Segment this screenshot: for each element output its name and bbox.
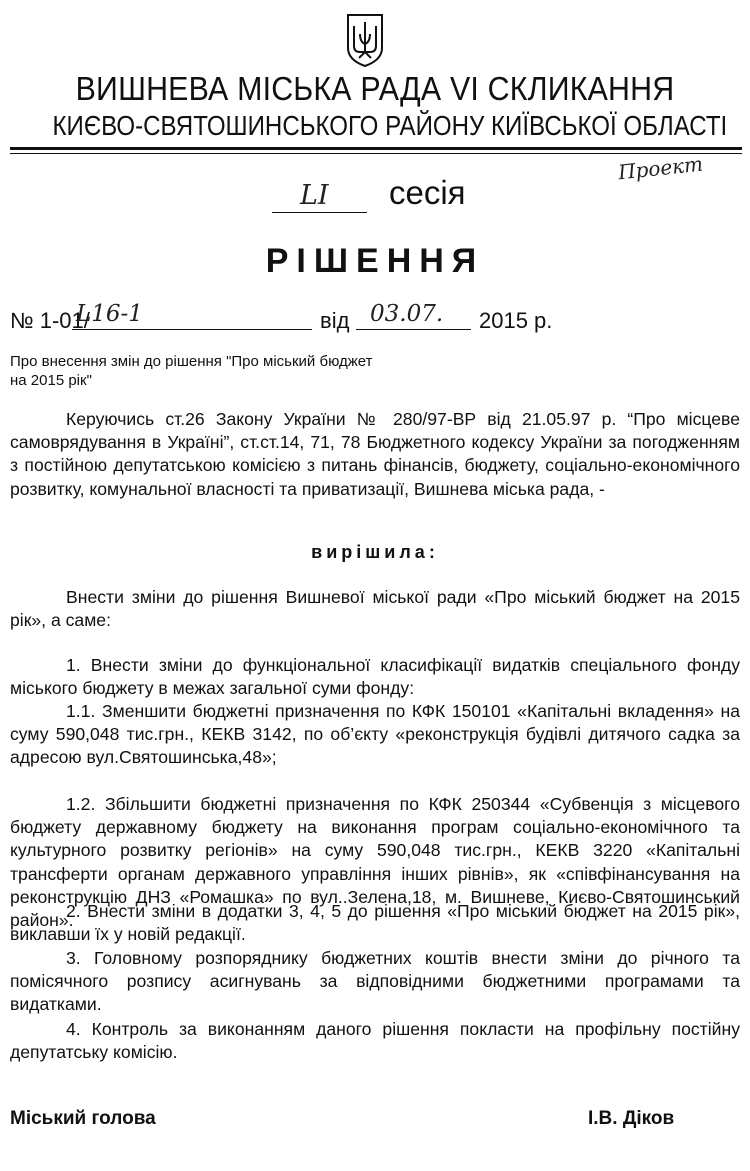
session-number: LI	[300, 180, 329, 211]
header-rule-thick	[10, 147, 742, 150]
item-1-1-paragraph: 1.1. Зменшити бюджетні призначення по КФК 150101 «Капітальні вкладення» на суму 590,048 тис.грн., КЕКВ 3142, по об’єкту «реконструкція будівлі дитячого садка за адресою вул.Святошинська,48»;	[10, 701, 740, 768]
decision-date-handwritten: 03.07.	[370, 301, 444, 327]
decision-year: 2015 р.	[479, 308, 553, 333]
session-underline	[272, 212, 367, 213]
decision-number-prefix: № 1-01/	[10, 308, 90, 333]
signature-name: І.В. Діков	[588, 1108, 675, 1129]
preamble-paragraph: Керуючись ст.26 Закону України № 280/97-ВР від 21.05.97 р. “Про місцеве самоврядування в Україні”, ст.ст.14, 71, 78 Бюджетного кодексу України за погодженням з постійною депутатською комісією з питань фінансів, бюджету, соціально-економічного розвитку, комунальної власності та приватизації, Вишнева міська рада, -	[10, 409, 740, 499]
subject-text: Про внесення змін до рішення "Про міський бюджет на 2015 рік"	[10, 353, 373, 389]
trident-emblem-icon	[344, 12, 386, 68]
item-1-2-paragraph: 1.2. Збільшити бюджетні призначення по КФК 250344 «Субвенція з місцевого бюджету державному бюджету на виконання програм соціально-економічного та культурного розвитку регіонів» на суму 590,048 тис.грн., КЕКВ 3220 «Капітальні трансферти органам державного управління інших рівнів», як «співфінансування на реконструкцію ДНЗ «Ромашка» по вул..Зелена,18, м. Вишневе, Києво-Святошинський район».	[10, 794, 740, 931]
page-title: РІШЕННЯ	[265, 242, 485, 280]
from-word: від	[320, 308, 350, 333]
intro-paragraph: Внести зміни до рішення Вишневої міської ради «Про міський бюджет на 2015 рік», а саме:	[10, 587, 740, 631]
session-word: сесія	[389, 174, 466, 211]
decision-number-handwritten: L16-1	[76, 301, 143, 327]
district-title: КИЄВО-СВЯТОШИНСЬКОГО РАЙОНУ КИЇВСЬКОЇ ОБЛАСТІ	[52, 110, 728, 141]
item-1-paragraph: 1. Внести зміни до функціональної класифікації видатків спеціального фонду міського бюджету в межах загальної суми фонду:	[10, 655, 740, 699]
resolved-heading: вирішила:	[311, 542, 439, 562]
council-title: ВИШНЕВА МІСЬКА РАДА VI СКЛИКАННЯ	[75, 70, 675, 107]
item-4-paragraph: 4. Контроль за виконанням даного рішення покласти на профільну постійну депутатську комісію.	[10, 1019, 740, 1063]
signature-position: Міський голова	[10, 1108, 156, 1129]
item-3-paragraph: 3. Головному розпоряднику бюджетних коштів внести зміни до річного та помісячного розпису асигнувань за відповідними бюджетними програмами та видатками.	[10, 948, 740, 1015]
draft-mark: Проект	[616, 151, 705, 185]
item-2-paragraph: 2. Внести зміни в додатки 3, 4, 5 до рішення «Про міський бюджет на 2015 рік», виклавши їх у новій редакції.	[10, 901, 740, 945]
header-rule-thin	[10, 153, 742, 154]
decision-number-line	[72, 329, 312, 330]
decision-date-line	[356, 329, 471, 330]
